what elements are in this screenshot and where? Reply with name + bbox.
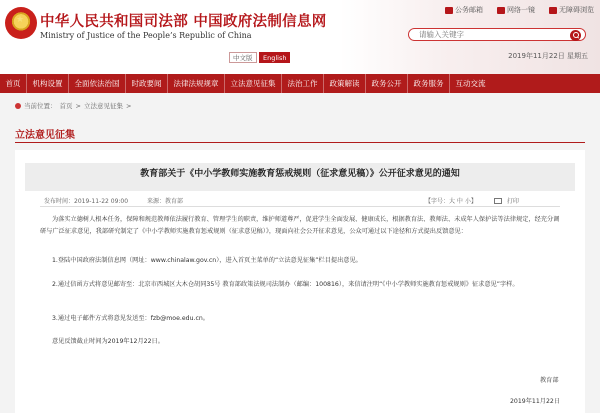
article-paragraph: 为落实立德树人根本任务，保障和规范教师依法履行教育、管理学生的职责，维护师道尊严，促进学生全面发展、健康成长，根据教育法、教师法、未成年人保护法等法律规定，经充分调研与广泛征求意见，我部研究制定了《中小学教师实施教育惩戒规则（征求意见稿）》，现面向社会公开征求意见，公众可通过以下途径和方式提出反馈意见： — [40, 216, 560, 235]
nav-item-legal-work[interactable]: 法治工作 — [282, 74, 324, 93]
sign-date: 2019年11月22日 — [510, 398, 561, 405]
article-source: 来源：教育部 — [147, 198, 184, 205]
article-title: 教育部关于《中小学教师实施教育惩戒规则（征求意见稿）》公开征求意见的通知 — [140, 169, 460, 179]
breadcrumb-prefix: 当前位置： — [24, 102, 57, 110]
breadcrumb-separator: > — [125, 101, 132, 110]
nav-item-rule-of-law[interactable]: 全面依法治国 — [69, 74, 126, 93]
mailbox-link[interactable]: 公务邮箱 — [445, 5, 483, 15]
accessibility-link[interactable]: 无障碍浏览 — [549, 5, 594, 15]
nav-item-laws[interactable]: 法律法规规章 — [168, 74, 225, 93]
location-icon — [15, 103, 21, 109]
article-tools — [425, 196, 519, 205]
print-button[interactable]: 打印 — [506, 198, 519, 205]
lang-english-button[interactable]: English — [259, 52, 290, 63]
search-box — [408, 28, 586, 41]
breadcrumb — [15, 101, 131, 110]
print-icon[interactable] — [494, 198, 502, 204]
article-paragraph: 3.通过电子邮件方式将意见发送至：fzb@moe.edu.cn。 — [52, 315, 209, 322]
nav-item-legislation-opinions[interactable]: 立法意见征集 — [225, 74, 282, 93]
accessibility-icon — [549, 7, 557, 14]
breadcrumb-home[interactable]: 首页 — [59, 102, 73, 110]
signature: 教育部 — [540, 377, 559, 384]
nav-item-home[interactable]: 首页 — [0, 74, 27, 93]
lang-chinese-button[interactable]: 中文版 — [229, 52, 257, 63]
font-size-control[interactable]: 【字号：大 中 小】 — [425, 198, 477, 205]
site-subtitle: Ministry of Justice of the People’s Republic of China — [40, 31, 252, 40]
nav-item-org[interactable]: 机构设置 — [27, 74, 69, 93]
main-nav — [0, 74, 600, 93]
nav-item-interaction[interactable]: 互动交流 — [455, 79, 486, 88]
nav-item-news[interactable]: 时政要闻 — [126, 74, 168, 93]
current-date: 2019年11月22日 星期五 — [508, 52, 588, 60]
section-divider — [15, 142, 585, 143]
breadcrumb-current[interactable]: 立法意见征集 — [83, 102, 123, 110]
publish-time: 发布时间：2019-11-22 09:00 — [44, 198, 129, 205]
nav-item-gov-affairs[interactable]: 政务公开 — [366, 74, 408, 93]
article-paragraph: 2.通过信函方式将意见邮寄至：北京市西城区大木仓胡同35号 教育部政策法规司法制办（邮编：100816），来信请注明“《中小学教师实施教育惩戒规则》征求意见”字样。 — [52, 281, 519, 288]
top-links — [445, 5, 594, 15]
network-icon — [497, 7, 505, 14]
section-title: 立法意见征集 — [15, 130, 75, 141]
article-paragraph: 意见反馈截止时间为2019年12月22日。 — [52, 338, 164, 345]
network-link[interactable]: 网络一镜 — [497, 5, 535, 15]
meta-divider — [40, 206, 560, 207]
nav-item-policy[interactable]: 政策解读 — [324, 74, 366, 93]
article-paragraph: 1.登陆中国政府法制信息网（网址：www.chinalaw.gov.cn），进入首页主菜单的“立法意见征集”栏目提出意见。 — [52, 257, 362, 264]
breadcrumb-separator: > — [75, 101, 81, 110]
site-header — [0, 0, 600, 74]
search-icon[interactable] — [570, 30, 581, 41]
site-title[interactable]: 中华人民共和国司法部 中国政府法制信息网 — [40, 13, 327, 30]
nav-item-services[interactable]: 政务服务 — [408, 74, 450, 93]
mail-icon — [445, 7, 453, 14]
search-input[interactable] — [419, 30, 569, 39]
national-emblem-icon[interactable]: ★ — [5, 7, 37, 39]
